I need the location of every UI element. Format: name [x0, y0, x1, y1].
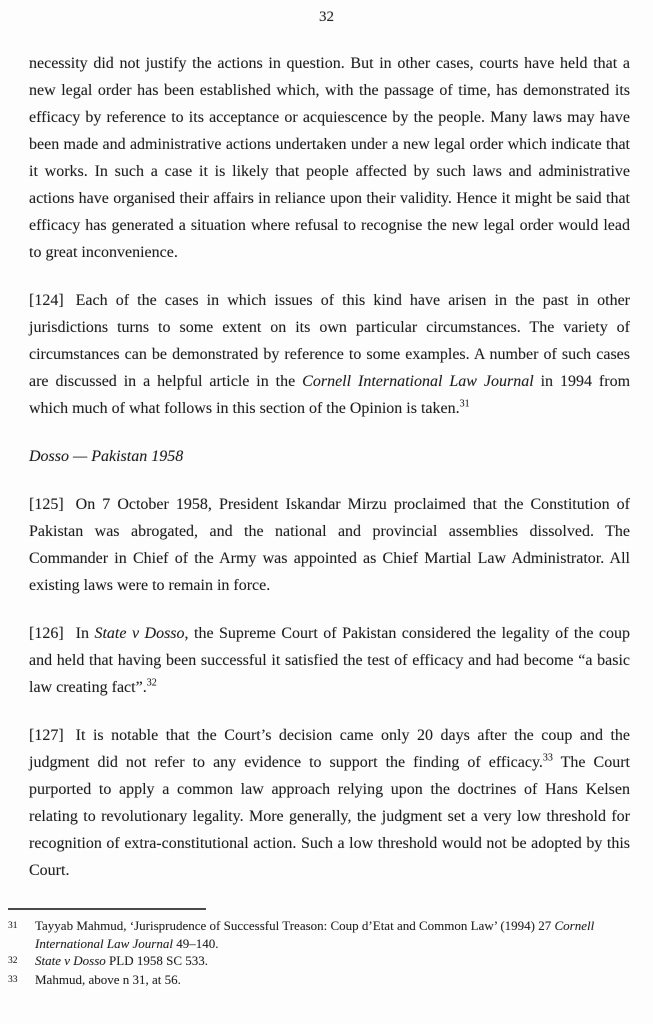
paragraph-127: [127] It is notable that the Court’s decision came only 20 days after the coup and the judgment did not refer to any evidence to support the finding of efficacy.$^{33}$ The Court purported to apply a common law approach relying upon the doctrines of Hans Kelsen relating to revolutionary legality. More generally, the judgment set a very low threshold for recognition of extra-constitutional action. Such a low threshold would not be adopted by this Court. [29, 727, 630, 879]
footnote-number: 31 [8, 921, 18, 931]
footnote-33 [8, 971, 636, 990]
paragraph-125: [125] On 7 October 1958, President Iskandar Mirzu proclaimed that the Constitution of Pakistan was abrogated, and the national and provincial assemblies dissolved. The Commander in Chief of the Army was appointed as Chief Martial Law Administrator. All existing laws were to remain in force. [29, 496, 630, 594]
footnote-31 [8, 917, 636, 952]
footnote-text: Mahmud, above n 31, at 56. [35, 971, 181, 987]
footnote-separator-rule [8, 908, 206, 910]
footnote-number: 33 [8, 974, 18, 985]
footnote-text: Tayyab Mahmud, ‘Jurisprudence of Successful Treason: Coup d’Etat and Common Law’ (1994) 27 Cornell International Law Journal 49–140. [35, 918, 595, 951]
opinion-text [29, 50, 630, 905]
footnotes-section [8, 908, 636, 989]
page-number: 32 [319, 9, 334, 25]
paragraph-126: [126] In State v Dosso, the Supreme Court of Pakistan considered the legality of the coup and held that having been successful it satisfied the test of efficacy and had become “a basic law creating fact”.$^{32}$ [29, 625, 630, 696]
section-heading-dosso-pakistan: Dosso — Pakistan 1958 [29, 448, 184, 465]
footnote-32 [8, 952, 636, 971]
footnote-text: State v Dosso PLD 1958 SC 533. [35, 953, 208, 968]
paragraph-continuation: necessity did not justify the actions in question. But in other cases, courts have held that a new legal order has been established which, with the passage of time, has demonstrated its efficacy by reference to its acceptance or acquiescence by the people. Many laws may have been made and administrative actions undertaken under a new legal order which indicate that it works. In such a case it is likely that people affected by such laws and administrative actions have organised their affairs in reliance upon their validity. Hence it might be said that efficacy has generated a situation where refusal to recognise the new legal order would lead to great inconvenience. [29, 55, 630, 261]
footnote-number: 32 [8, 956, 18, 966]
paragraph-124: [124] Each of the cases in which issues of this kind have arisen in the past in other jurisdictions turns to some extent on its own particular circumstances. The variety of circumstances can be demonstrated by reference to some examples. A number of such cases are discussed in a helpful article in the Cornell International Law Journal in 1994 from which much of what follows in this section of the Opinion is taken.$^{31}$ [29, 292, 631, 417]
